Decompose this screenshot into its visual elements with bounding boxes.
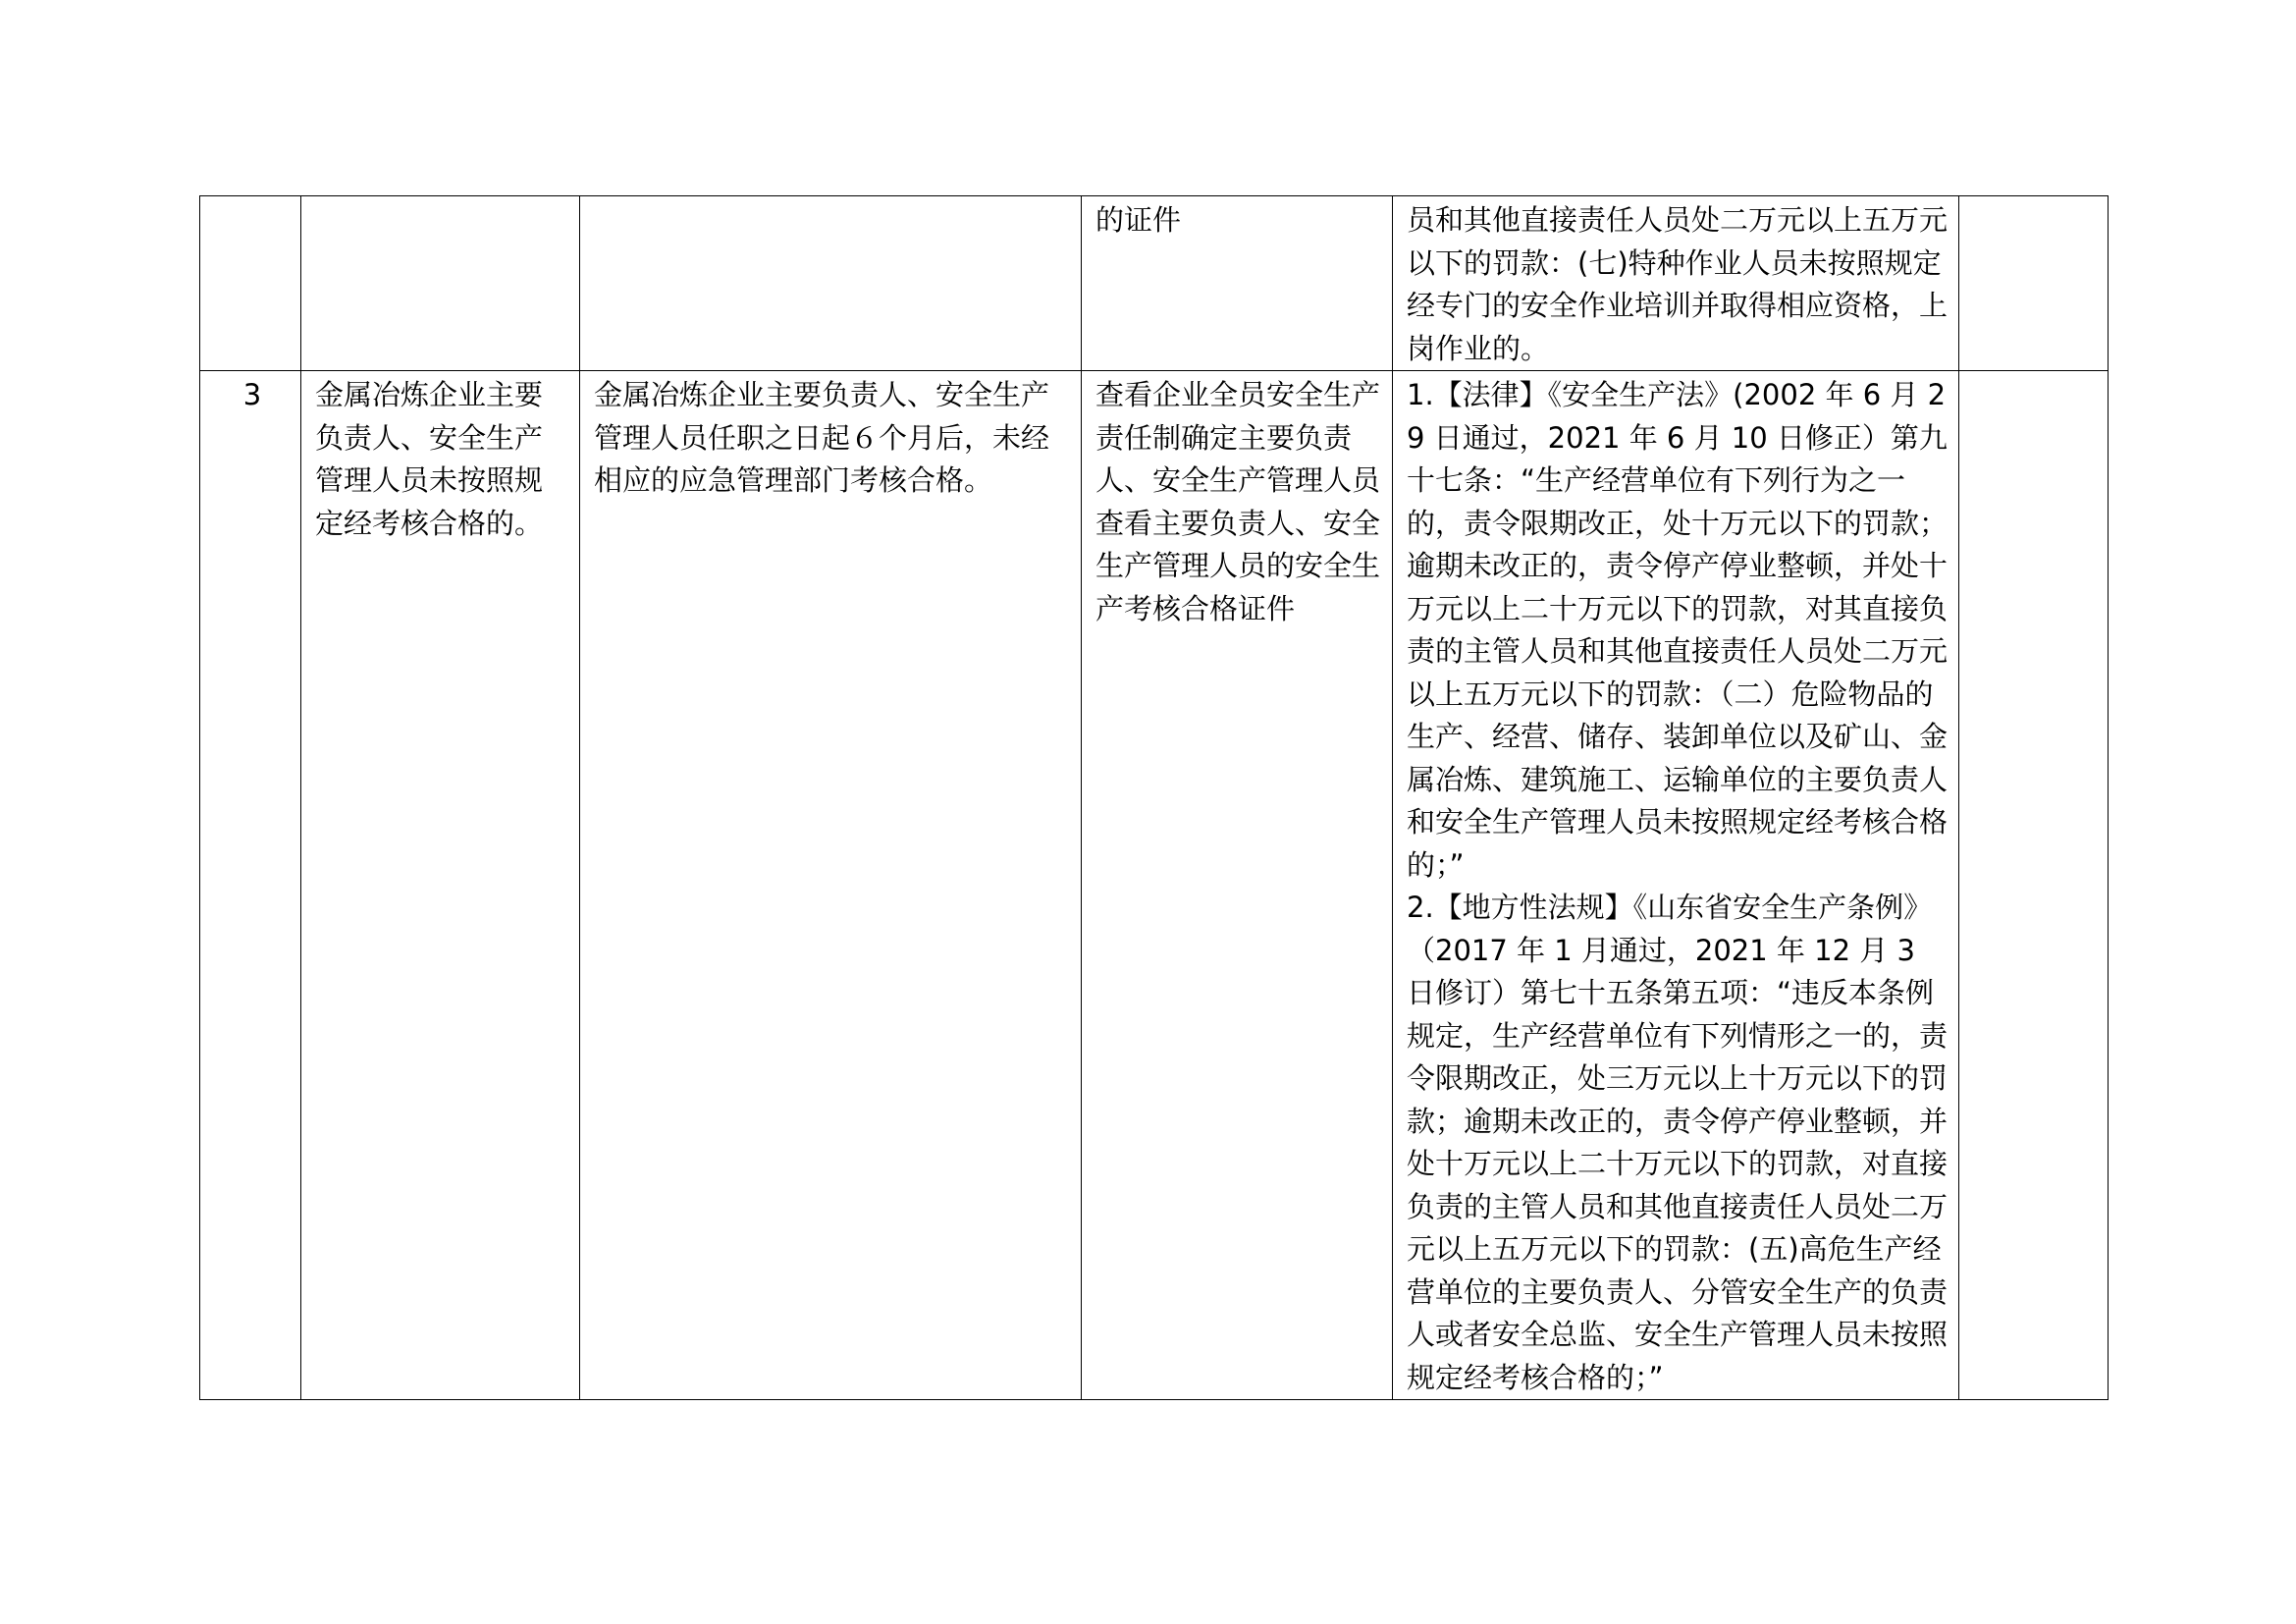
cell-item: 金属冶炼企业主要负责人、安全生产管理人员未按照规定经考核合格的。	[301, 371, 580, 1400]
cell-check-method	[1082, 371, 1393, 1400]
cell-item	[301, 196, 580, 371]
cell-no	[200, 196, 301, 371]
cell-remark	[1959, 196, 2109, 371]
cell-remark	[1959, 371, 2109, 1400]
check-method-line-1: 查看企业全员安全生产责任制确定主要负责人、安全生产管理人员	[1095, 378, 1381, 497]
cell-basis: 员和其他直接责任人员处二万元以上五万元以下的罚款：(七)特种作业人员未按照规定经专门的安全作业培训并取得相应资格，上岗作业的。	[1393, 196, 1959, 371]
cell-standard: 金属冶炼企业主要负责人、安全生产管理人员任职之日起６个月后，未经相应的应急管理部门考核合格。	[580, 371, 1082, 1400]
cell-no: 3	[200, 371, 301, 1400]
table-row-3	[200, 371, 2109, 1400]
cell-check-method: 的证件	[1082, 196, 1393, 371]
regulation-table	[199, 195, 2109, 1400]
cell-standard	[580, 196, 1082, 371]
table-row-continuation	[200, 196, 2109, 371]
basis-local-regulation-clause: 2.【地方性法规】《山东省安全生产条例》（2017 年 1 月通过，2021 年 12 月 3 日修订）第七十五条第五项：“违反本条例规定，生产经营单位有下列情形之一的，责令限期改正，处三万元以上十万元以下的罚款；逾期未改正的，责令停产停业整顿，并处十万元以上二十万元以下的罚款，对直接负责的主管人员和其他直接责任人员处二万元以上五万元以下的罚款：(五)高危生产经营单位的主要负责人、分管安全生产的负责人或者安全总监、安全生产管理人员未按照规定经考核合格的；”	[1407, 891, 1949, 1394]
basis-law-clause: 1.【法律】《安全生产法》(2002 年 6 月 29 日通过，2021 年 6 月 10 日修正）第九十七条：“生产经营单位有下列行为之一的，责令限期改正，处十万元以下的罚款；逾期未改正的，责令停产停业整顿，并处十万元以上二十万元以下的罚款，对其直接负责的主管人员和其他直接责任人员处二万元以上五万元以下的罚款：（二）危险物品的生产、经营、储存、装卸单位以及矿山、金属冶炼、建筑施工、运输单位的主要负责人和安全生产管理人员未按照规定经考核合格的；”	[1407, 378, 1949, 882]
cell-basis	[1393, 371, 1959, 1400]
check-method-line-2: 查看主要负责人、安全生产管理人员的安全生产考核合格证件	[1095, 506, 1381, 625]
